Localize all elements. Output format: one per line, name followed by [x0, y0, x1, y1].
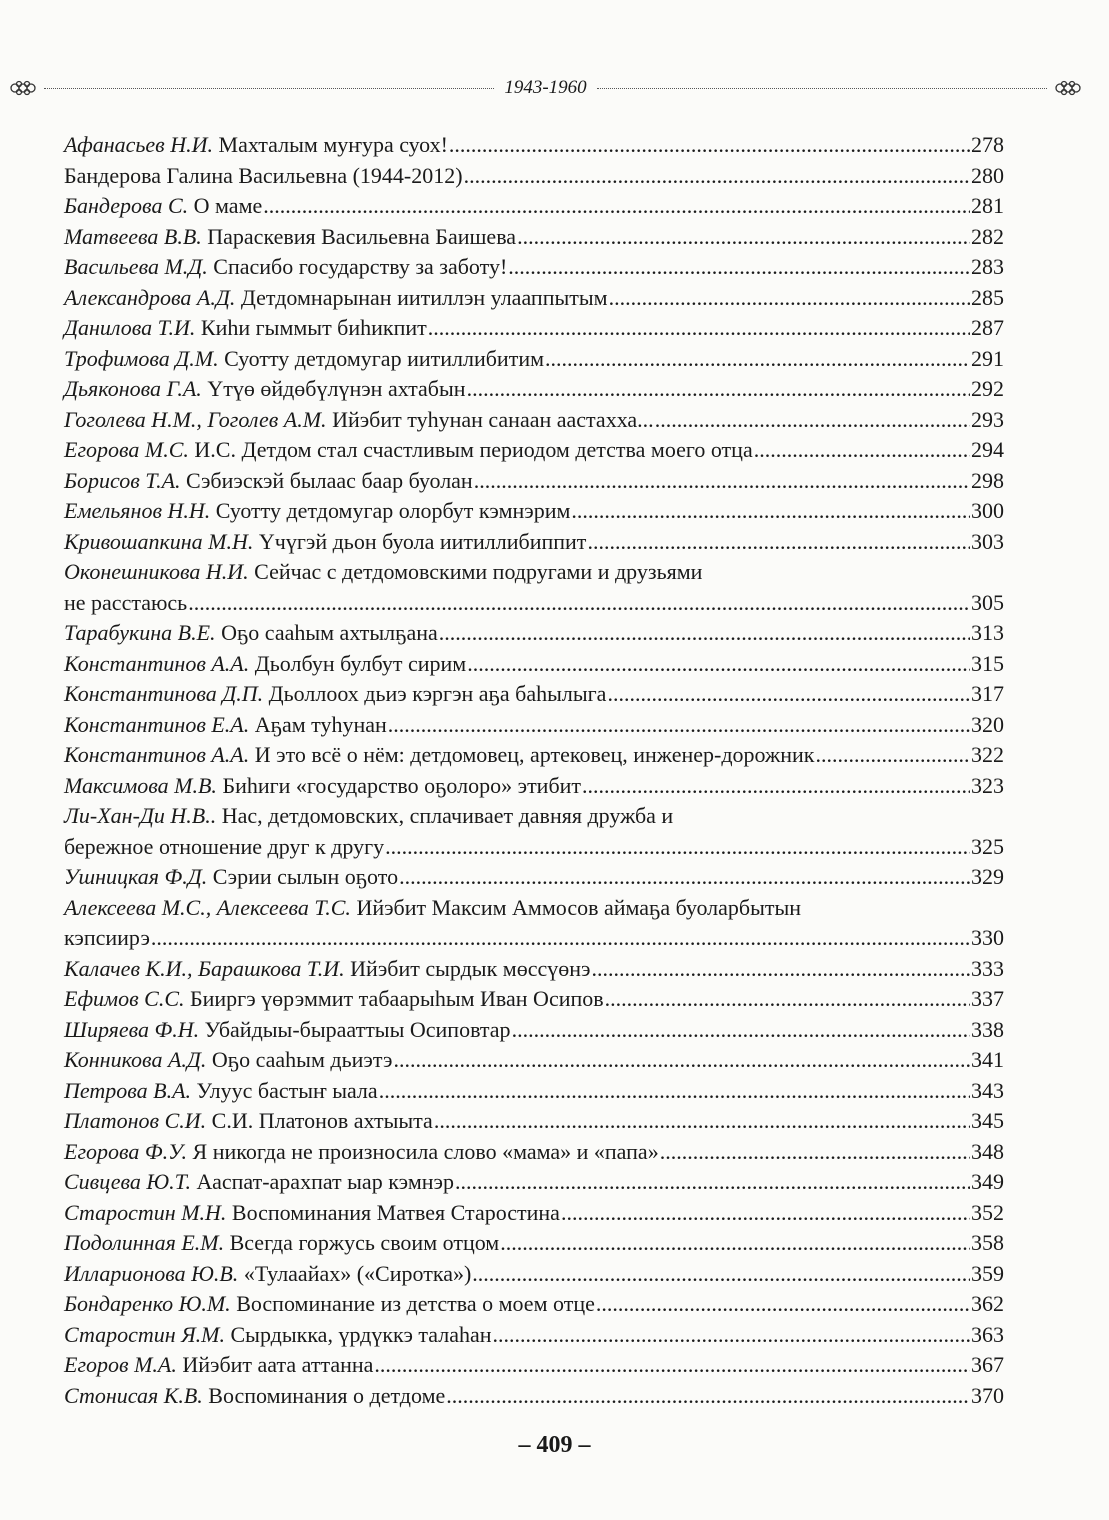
- toc-row: [64, 801, 1004, 832]
- dot-leader: [467, 374, 970, 405]
- toc-title: Спасибо государству за заботу!: [213, 254, 508, 279]
- toc-author: Платонов С.И.: [64, 1108, 207, 1133]
- toc-page-number: 294: [971, 437, 1004, 462]
- dot-leader: [449, 130, 970, 161]
- toc-page-number: 341: [971, 1047, 1004, 1072]
- toc-row: [64, 984, 1004, 1015]
- toc-entry: [64, 1045, 1004, 1076]
- toc-row: [64, 893, 1004, 924]
- toc-row: [64, 222, 1004, 253]
- toc-text: [64, 649, 466, 680]
- toc-page-number: 293: [971, 406, 1004, 432]
- toc-author: Данилова Т.И.: [64, 315, 196, 340]
- toc-page-number: 333: [971, 955, 1004, 981]
- header-title: 1943-1960: [504, 77, 587, 98]
- dot-leader: [571, 496, 970, 527]
- toc-author: Васильева М.Д.: [64, 254, 208, 279]
- toc-title: Сейчас с детдомовскими подругами и друзьями: [254, 559, 703, 584]
- toc-text: [64, 161, 463, 192]
- toc-row: [64, 1198, 1004, 1229]
- toc-row: [64, 1045, 1004, 1076]
- toc-author: Максимова М.В.: [64, 772, 217, 798]
- toc-author: Егорова Ф.У.: [64, 1138, 188, 1164]
- toc-page-number: 345: [971, 1108, 1004, 1133]
- toc-text: [64, 1228, 499, 1259]
- toc-author: Бондаренко Ю.М.: [64, 1291, 231, 1316]
- toc-author: Калачев К.И., Барашкова Т.И.: [64, 955, 345, 981]
- toc-row: [64, 649, 1004, 680]
- dot-leader: [188, 588, 970, 619]
- toc-text: [64, 313, 427, 344]
- toc-row: [64, 618, 1004, 649]
- toc-row: [64, 374, 1004, 405]
- toc-entry: [64, 801, 1004, 862]
- toc-entry: [64, 1198, 1004, 1229]
- toc-entry: [64, 1015, 1004, 1046]
- toc-entry: [64, 1350, 1004, 1381]
- dot-leader: [474, 466, 970, 497]
- toc-entry: [64, 893, 1004, 954]
- dot-leader: [399, 862, 970, 893]
- dot-leader: [472, 1259, 970, 1290]
- toc-row: [64, 710, 1004, 741]
- toc-text: [64, 1350, 373, 1381]
- toc-entry: [64, 649, 1004, 680]
- toc-row: [64, 435, 1004, 466]
- dot-leader: [660, 1137, 970, 1168]
- toc-row: [64, 1228, 1004, 1259]
- toc-title: бережное отношение друг к другу: [64, 833, 385, 859]
- toc-title: «Тулаайах» («Сиротка»): [243, 1260, 472, 1286]
- toc-row: [64, 1259, 1004, 1290]
- dot-leader: [434, 1106, 970, 1137]
- toc-author: Дьяконова Г.А.: [64, 376, 202, 401]
- toc-author: Трофимова Д.М.: [64, 345, 219, 371]
- toc-entry: [64, 710, 1004, 741]
- toc-entry: [64, 954, 1004, 985]
- ornament-icon: [1053, 78, 1083, 98]
- toc-row: [64, 679, 1004, 710]
- header-dotted-line-left: [44, 88, 494, 89]
- toc-text: [64, 283, 608, 314]
- toc-text: [64, 679, 606, 710]
- toc-row: [64, 1015, 1004, 1046]
- dot-leader: [607, 679, 970, 710]
- toc-author: Конникова А.Д.: [64, 1047, 207, 1072]
- dot-leader: [596, 1289, 970, 1320]
- dot-leader: [545, 344, 970, 375]
- toc-row: [64, 466, 1004, 497]
- toc-entry: [64, 1259, 1004, 1290]
- toc-text: [64, 740, 814, 771]
- toc-title: Оҕо сааһым ахтылҕана: [221, 620, 438, 645]
- toc-page-number: 292: [971, 376, 1004, 401]
- toc-row: [64, 1350, 1004, 1381]
- toc-entry: [64, 161, 1004, 192]
- toc-page-number: 280: [971, 162, 1004, 188]
- toc-author: Александрова А.Д.: [64, 284, 236, 310]
- dot-leader: [587, 527, 970, 558]
- dot-leader: [609, 283, 970, 314]
- toc-page-number: 313: [971, 620, 1004, 645]
- toc-title: Детдомнарынан иитиллэн улааппытым: [240, 284, 608, 310]
- toc-title: Ийэбит туһунан санаан аастахха...: [332, 406, 654, 432]
- toc-entry: [64, 984, 1004, 1015]
- toc-title: С.И. Платонов ахтыыта: [211, 1108, 433, 1133]
- toc-text: [64, 801, 673, 832]
- toc-text: [64, 405, 654, 436]
- toc-text: [64, 557, 702, 588]
- toc-title: не расстаюсь: [64, 589, 188, 615]
- toc-row: [64, 1106, 1004, 1137]
- dot-leader: [263, 191, 970, 222]
- dot-leader: [517, 222, 970, 253]
- toc-title: Ийэбит Максим Аммосов аймаҕа буоларбытын: [356, 894, 802, 920]
- toc-author: Константинова Д.П.: [64, 681, 264, 706]
- toc-title: Биһиги «государство оҕолоро» этибит: [222, 772, 582, 798]
- toc-row: [64, 405, 1004, 436]
- toc-author: Афанасьев Н.И.: [64, 132, 214, 157]
- toc-title: И это всё о нём: детдомовец, артековец, инженер-дорожник: [254, 742, 815, 767]
- dot-leader: [493, 1320, 970, 1351]
- toc-text: [64, 893, 801, 924]
- toc-row: [64, 1076, 1004, 1107]
- toc-text: [64, 1167, 454, 1198]
- toc-row: [64, 557, 1004, 588]
- toc-text: [64, 1076, 378, 1107]
- dot-leader: [439, 618, 970, 649]
- toc-page-number: 322: [971, 742, 1004, 767]
- toc-page-number: 323: [971, 772, 1004, 798]
- toc-text: [64, 1259, 471, 1290]
- toc-entry: [64, 1137, 1004, 1168]
- toc-text: [64, 832, 384, 863]
- dot-leader: [815, 740, 970, 771]
- toc-text: [64, 1381, 445, 1412]
- toc-entry: [64, 527, 1004, 558]
- toc-text: [64, 435, 753, 466]
- toc-text: [64, 771, 581, 802]
- toc-author: Оконешникова Н.И.: [64, 559, 249, 584]
- toc-text: [64, 954, 590, 985]
- toc-title: Параскевия Васильевна Баишева: [207, 223, 517, 249]
- toc-title: Дьоллоох дьиэ кэргэн аҕа баһылыга: [268, 681, 607, 706]
- toc-author: Ушницкая Ф.Д.: [64, 864, 208, 889]
- toc-text: [64, 191, 262, 222]
- toc-title: Ийэбит аата аттанна: [182, 1352, 374, 1377]
- toc-row: [64, 923, 1004, 954]
- toc-text: [64, 984, 604, 1015]
- toc-author: Константинов А.А.: [64, 650, 250, 676]
- toc-author: Ефимов С.С.: [64, 986, 185, 1011]
- toc-author: Алексеева М.С., Алексеева Т.С.: [64, 894, 351, 920]
- toc-entry: [64, 1320, 1004, 1351]
- page-number: – 409 –: [518, 1432, 591, 1458]
- toc-row: [64, 771, 1004, 802]
- toc-entry: [64, 557, 1004, 618]
- toc-page-number: 283: [971, 254, 1004, 279]
- toc-title: Бандерова Галина Васильевна (1944-2012): [64, 162, 463, 188]
- toc-page-number: 338: [971, 1016, 1004, 1042]
- toc-author: Константинов А.А.: [64, 742, 250, 767]
- toc-page-number: 300: [971, 498, 1004, 523]
- toc-entry: [64, 313, 1004, 344]
- toc-author: Гоголева Н.М., Гоголев А.М.: [64, 406, 327, 432]
- toc-entry: [64, 862, 1004, 893]
- toc-page-number: 363: [971, 1321, 1004, 1347]
- toc-text: [64, 527, 586, 558]
- toc-title: Нас, детдомовских, сплачивает давняя дружба и: [221, 803, 674, 828]
- toc-title: Дьолбун булбут сирим: [254, 650, 467, 676]
- toc-text: [64, 344, 544, 375]
- toc-text: [64, 923, 150, 954]
- toc-title: Воспоминания Матвея Старостина: [231, 1199, 560, 1225]
- toc-page-number: 285: [971, 284, 1004, 310]
- toc-title: Аҕам туһунан: [254, 711, 387, 737]
- toc-entry: [64, 405, 1004, 436]
- dot-leader: [605, 984, 970, 1015]
- toc-row: [64, 832, 1004, 863]
- toc-page-number: 305: [971, 589, 1004, 615]
- toc-page-number: 317: [971, 681, 1004, 706]
- toc-title: Воспоминания о детдоме: [208, 1382, 446, 1408]
- toc-author: Ширяева Ф.Н.: [64, 1016, 200, 1042]
- toc-entry: [64, 222, 1004, 253]
- toc-author: Борисов Т.А.: [64, 467, 181, 493]
- toc-page-number: 367: [971, 1352, 1004, 1377]
- toc-page-number: 358: [971, 1230, 1004, 1255]
- toc-row: [64, 161, 1004, 192]
- toc-title: О маме: [193, 193, 263, 218]
- toc-page-number: 303: [971, 528, 1004, 554]
- toc-row: [64, 130, 1004, 161]
- dot-leader: [754, 435, 970, 466]
- toc-entry: [64, 1381, 1004, 1412]
- dot-leader: [464, 161, 970, 192]
- toc-page-number: 320: [971, 711, 1004, 737]
- toc-title: Сэбиэскэй былаас баар буолан: [186, 467, 473, 493]
- toc-title: Сэрии сылын оҕото: [212, 864, 399, 889]
- toc-row: [64, 344, 1004, 375]
- toc-text: [64, 618, 438, 649]
- toc-entry: [64, 740, 1004, 771]
- toc-title: Убайдыы-бырааттыы Осиповтар: [204, 1016, 511, 1042]
- toc-page-number: 349: [971, 1169, 1004, 1194]
- toc-page-number: 330: [971, 925, 1004, 950]
- dot-leader: [455, 1167, 970, 1198]
- dot-leader: [591, 954, 970, 985]
- dot-leader: [561, 1198, 970, 1229]
- toc-row: [64, 496, 1004, 527]
- toc-page-number: 329: [971, 864, 1004, 889]
- toc-row: [64, 252, 1004, 283]
- toc-title: Всегда горжусь своим отцом: [229, 1230, 500, 1255]
- toc-row: [64, 1320, 1004, 1351]
- toc-text: [64, 130, 448, 161]
- toc-entry: [64, 1076, 1004, 1107]
- toc-entry: [64, 344, 1004, 375]
- toc-page-number: 359: [971, 1260, 1004, 1286]
- dot-leader: [508, 252, 970, 283]
- toc-entry: [64, 191, 1004, 222]
- toc-text: [64, 588, 187, 619]
- toc-entry: [64, 283, 1004, 314]
- toc-entry: [64, 466, 1004, 497]
- toc-text: [64, 374, 466, 405]
- toc-title: Улуус бастыҥ ыала: [196, 1077, 378, 1103]
- toc-entry: [64, 130, 1004, 161]
- toc-row: [64, 740, 1004, 771]
- toc-text: [64, 1198, 560, 1229]
- toc-title: Киһи гыммыт биһикпит: [200, 315, 427, 340]
- toc-text: [64, 862, 398, 893]
- toc-text: [64, 222, 516, 253]
- toc-text: [64, 496, 570, 527]
- toc-author: Кривошапкина М.Н.: [64, 528, 254, 554]
- toc-author: Егоров М.А.: [64, 1352, 177, 1377]
- toc-author: Сивцева Ю.Т.: [64, 1169, 191, 1194]
- toc-author: Матвеева В.В.: [64, 223, 202, 249]
- toc-author: Емельянов Н.Н.: [64, 498, 211, 523]
- toc-text: [64, 466, 473, 497]
- toc-entry: [64, 618, 1004, 649]
- toc-author: Тарабукина В.Е.: [64, 620, 216, 645]
- dot-leader: [385, 832, 970, 863]
- dot-leader: [582, 771, 970, 802]
- toc-text: [64, 1137, 659, 1168]
- toc-entry: [64, 435, 1004, 466]
- toc-text: [64, 1106, 433, 1137]
- toc-entry: [64, 1228, 1004, 1259]
- toc-text: [64, 710, 387, 741]
- toc-entry: [64, 1289, 1004, 1320]
- toc-text: [64, 1320, 492, 1351]
- toc-page-number: 337: [971, 986, 1004, 1011]
- toc-entry: [64, 771, 1004, 802]
- toc-text: [64, 1289, 595, 1320]
- toc-row: [64, 313, 1004, 344]
- dot-leader: [500, 1228, 970, 1259]
- toc-row: [64, 954, 1004, 985]
- toc-page-number: 352: [971, 1199, 1004, 1225]
- toc-title: Суотту детдомугар иитиллибитим: [224, 345, 545, 371]
- dot-leader: [388, 710, 970, 741]
- toc-author: Старостин Я.М.: [64, 1321, 225, 1347]
- toc-author: Константинов Е.А.: [64, 711, 250, 737]
- toc-entry: [64, 252, 1004, 283]
- dot-leader: [467, 649, 970, 680]
- toc-row: [64, 1289, 1004, 1320]
- toc-row: [64, 1137, 1004, 1168]
- toc-page-number: 291: [971, 345, 1004, 371]
- toc-title: Үтүө өйдөбүлүнэн ахтабын: [207, 376, 466, 401]
- toc-title: Оҕо сааһым дьиэтэ: [211, 1047, 393, 1072]
- toc-page-number: 278: [971, 132, 1004, 157]
- ornament-icon: [8, 78, 38, 98]
- toc-author: Ли-Хан-Ди Н.В..: [64, 803, 217, 828]
- toc-author: Стонисая К.В.: [64, 1382, 203, 1408]
- toc-title: Бииргэ үөрэммит табаарыһым Иван Осипов: [190, 986, 604, 1011]
- toc-entry: [64, 496, 1004, 527]
- toc-page-number: 343: [971, 1077, 1004, 1103]
- dot-leader: [428, 313, 970, 344]
- toc-title: Ааспат-арахпат ыар кэмнэр: [196, 1169, 454, 1194]
- toc-page-number: 325: [971, 833, 1004, 859]
- toc-title: Суотту детдомугар олорбут кэмнэрим: [215, 498, 571, 523]
- dot-leader: [655, 405, 970, 436]
- toc-row: [64, 1167, 1004, 1198]
- toc-title: Үчүгэй дьон буола иитиллибиппит: [258, 528, 587, 554]
- toc-row: [64, 588, 1004, 619]
- toc-text: [64, 1015, 511, 1046]
- toc-entry: [64, 1167, 1004, 1198]
- toc-page-number: 348: [971, 1138, 1004, 1164]
- toc-author: Бандерова С.: [64, 193, 189, 218]
- dot-leader: [393, 1045, 970, 1076]
- dot-leader: [512, 1015, 970, 1046]
- toc-row: [64, 1381, 1004, 1412]
- toc-entry: [64, 1106, 1004, 1137]
- toc-page-number: 370: [971, 1382, 1004, 1408]
- dot-leader: [379, 1076, 970, 1107]
- toc-row: [64, 527, 1004, 558]
- toc-author: Петрова В.А.: [64, 1077, 192, 1103]
- toc-title: И.С. Детдом стал счастливым периодом детства моего отца: [194, 437, 753, 462]
- toc-author: Илларионова Ю.В.: [64, 1260, 239, 1286]
- toc-text: [64, 252, 507, 283]
- toc-title: Я никогда не произносила слово «мама» и «папа»: [192, 1138, 659, 1164]
- dot-leader: [374, 1350, 970, 1381]
- toc-author: Подолинная Е.М.: [64, 1230, 225, 1255]
- toc-title: кэпсиирэ: [64, 925, 150, 950]
- toc-title: Воспоминание из детства о моем отце: [236, 1291, 595, 1316]
- toc-page-number: 282: [971, 223, 1004, 249]
- toc-author: Старостин М.Н.: [64, 1199, 227, 1225]
- toc-row: [64, 283, 1004, 314]
- table-of-contents: [64, 130, 1004, 1411]
- toc-title: Сырдыкка, үрдүккэ талаһан: [230, 1321, 492, 1347]
- toc-entry: [64, 679, 1004, 710]
- dot-leader: [446, 1381, 970, 1412]
- toc-title: Ийэбит сырдык мөссүөнэ: [350, 955, 591, 981]
- toc-title: Махталым муҥура суох!: [218, 132, 448, 157]
- toc-page-number: 287: [971, 315, 1004, 340]
- header-dotted-line-right: [597, 88, 1047, 89]
- toc-page-number: 315: [971, 650, 1004, 676]
- toc-page-number: 362: [971, 1291, 1004, 1316]
- toc-text: [64, 1045, 392, 1076]
- toc-row: [64, 862, 1004, 893]
- toc-author: Егорова М.С.: [64, 437, 189, 462]
- running-header: [8, 74, 1083, 102]
- toc-page-number: 298: [971, 467, 1004, 493]
- toc-row: [64, 191, 1004, 222]
- toc-page-number: 281: [971, 193, 1004, 218]
- dot-leader: [151, 923, 970, 954]
- toc-entry: [64, 374, 1004, 405]
